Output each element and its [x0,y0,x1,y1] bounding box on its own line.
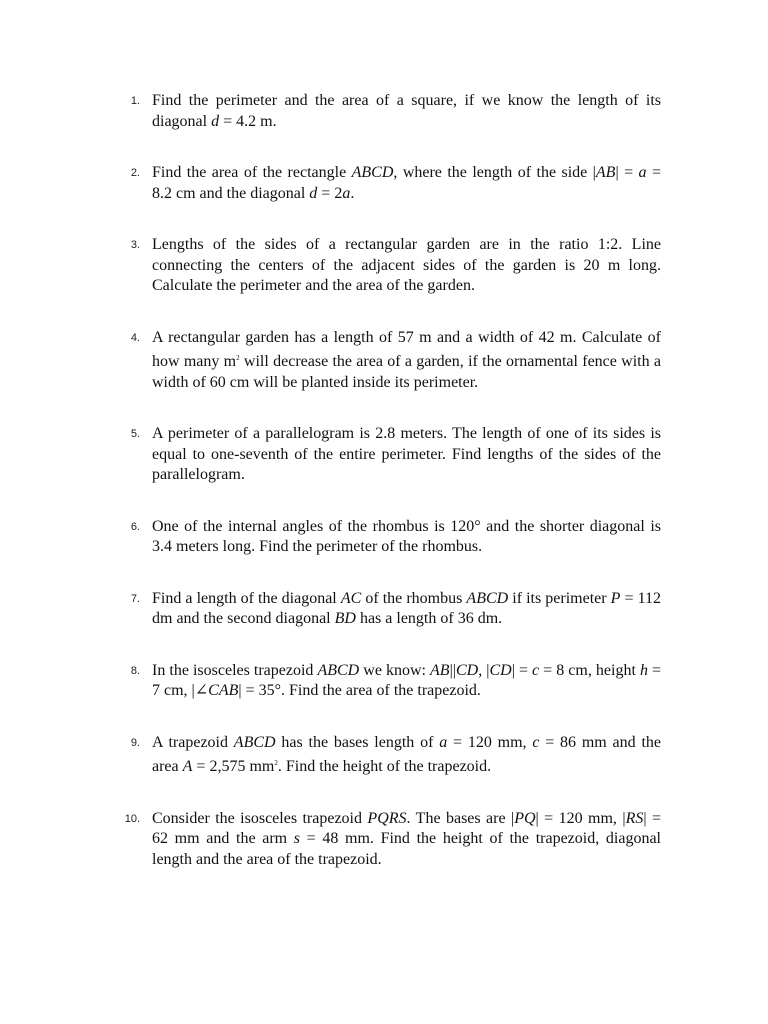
math-variable: CAB [208,682,239,699]
text-run: = 4.2 m. [219,112,277,130]
math-variable: A [182,758,193,775]
text-run: Find the area of the rectangle [152,164,352,181]
text-run: = 120 mm, [447,733,533,751]
problem-number: 10. [124,812,140,825]
text-run: will decrease the area of a garden, if the ornamental fence with a width of 60 cm will be planted inside its perimeter. [152,353,662,391]
problem-number: 8. [130,664,140,677]
text-run: A rectangular garden has a length of 57 m and a width of 42 m. Calculate of how many m [152,328,661,370]
math-variable: h [639,661,648,679]
text-run: of the rhombus [361,589,467,607]
text-run: , where the length of the side | [393,164,596,181]
math-variable: ABCD [317,661,360,679]
math-variable: AB [595,164,616,181]
problem-text [152,733,661,778]
problem-item [0,424,768,486]
problem-text [152,163,661,204]
problem-text [152,661,661,702]
problem-item [0,235,768,297]
math-variable: ABCD [351,164,394,181]
text-run: . [350,184,355,202]
problem-item [0,91,768,132]
text-run: Consider the isosceles trapezoid [152,809,368,827]
math-variable: ABCD [233,733,276,751]
text-run: has the bases length of [275,733,440,751]
text-run: Find a length of the diagonal [152,589,341,607]
text-run: One of the internal angles of the rhombus is 120° and the shorter diagonal is 3.4 meters long. Find the perimeter of the rhombus. [152,517,661,555]
problem-text [152,328,661,394]
text-run: = 2,575 mm [192,758,275,775]
math-variable: RS [625,809,644,827]
problem-item [0,661,768,702]
problem-number: 6. [130,520,140,533]
text-run: In the isosceles trapezoid [152,661,318,679]
problem-item [0,328,768,394]
problem-item [0,733,768,778]
math-variable: BD [334,610,356,627]
math-variable: a [342,184,351,202]
problem-item [0,163,768,204]
math-variable: a [638,164,647,181]
text-run: A trapezoid [152,733,234,751]
problem-text [152,589,661,630]
text-run: | = [511,661,533,679]
text-run: = 48 mm. Find the height of the trapezoid, diagonal length and the area of the trapezoid. [152,830,661,868]
math-variable: c [532,661,540,679]
math-variable: CD [489,661,512,679]
problem-text [152,235,661,297]
problem-number: 7. [130,592,140,605]
text-run: = 86 mm and the area [152,733,661,775]
problem-text [152,809,661,871]
text-run: A perimeter of a parallelogram is 2.8 meters. The length of one of its sides is equal to one-seventh of the entire perimeter. Find lengths of the sides of the parallelogram. [152,425,661,483]
math-variable: d [211,112,220,130]
math-variable: PQ [514,809,536,827]
text-run: if its perimeter [508,589,611,607]
text-run: . The bases are | [406,809,515,827]
text-run: . Find the height of the trapezoid. [277,758,492,775]
problem-text [152,91,661,132]
text-run: | = 35°. Find the area of the trapezoid. [238,682,481,699]
problem-number: 4. [130,331,140,344]
math-variable: ABCD [466,589,509,607]
problem-number: 9. [130,736,140,749]
math-variable: AB [430,661,450,679]
problem-number: 2. [130,167,140,179]
text-run: has a length of 36 dm. [355,610,503,627]
text-run: = 7 cm, |∠ [152,661,662,699]
problem-list [0,91,768,901]
problem-item [0,589,768,630]
text-run: , | [478,661,490,679]
problem-number: 5. [130,428,140,440]
text-run: we know: [359,661,431,679]
problem-text [152,517,661,558]
math-variable: AC [340,589,362,607]
text-run: = 2 [317,184,343,202]
math-variable: P [610,589,621,607]
text-run: Lengths of the sides of a rectangular garden are in the ratio 1:2. Line connecting the centers of the adjacent sides of the garden is 20 m long. Calculate the perimeter and the area of the garden. [152,236,661,294]
text-run: = 112 dm and the second diagonal [152,589,662,627]
text-run: | = 62 mm and the arm [152,809,662,847]
text-run: = 8.2 cm and the diagonal [152,164,661,202]
text-run: = 8 cm, height [539,661,640,679]
problem-number: 1. [130,95,140,107]
math-variable: d [309,184,318,202]
math-variable: CD [455,661,479,679]
superscript: 2 [236,354,240,362]
text-run: Find the perimeter and the area of a square, if we know the length of its diagonal [152,92,661,130]
problem-number: 3. [130,239,140,251]
problem-text [152,424,661,486]
problem-item [0,517,768,558]
text-run: | = 120 mm, | [535,809,626,827]
problem-item [0,809,768,871]
math-variable: c [532,733,540,751]
math-variable: s [293,830,300,847]
math-variable: a [439,733,448,751]
text-run: | = [615,164,639,181]
math-variable: PQRS [367,809,407,827]
superscript: 2 [274,759,278,767]
text-run: || [449,661,456,679]
